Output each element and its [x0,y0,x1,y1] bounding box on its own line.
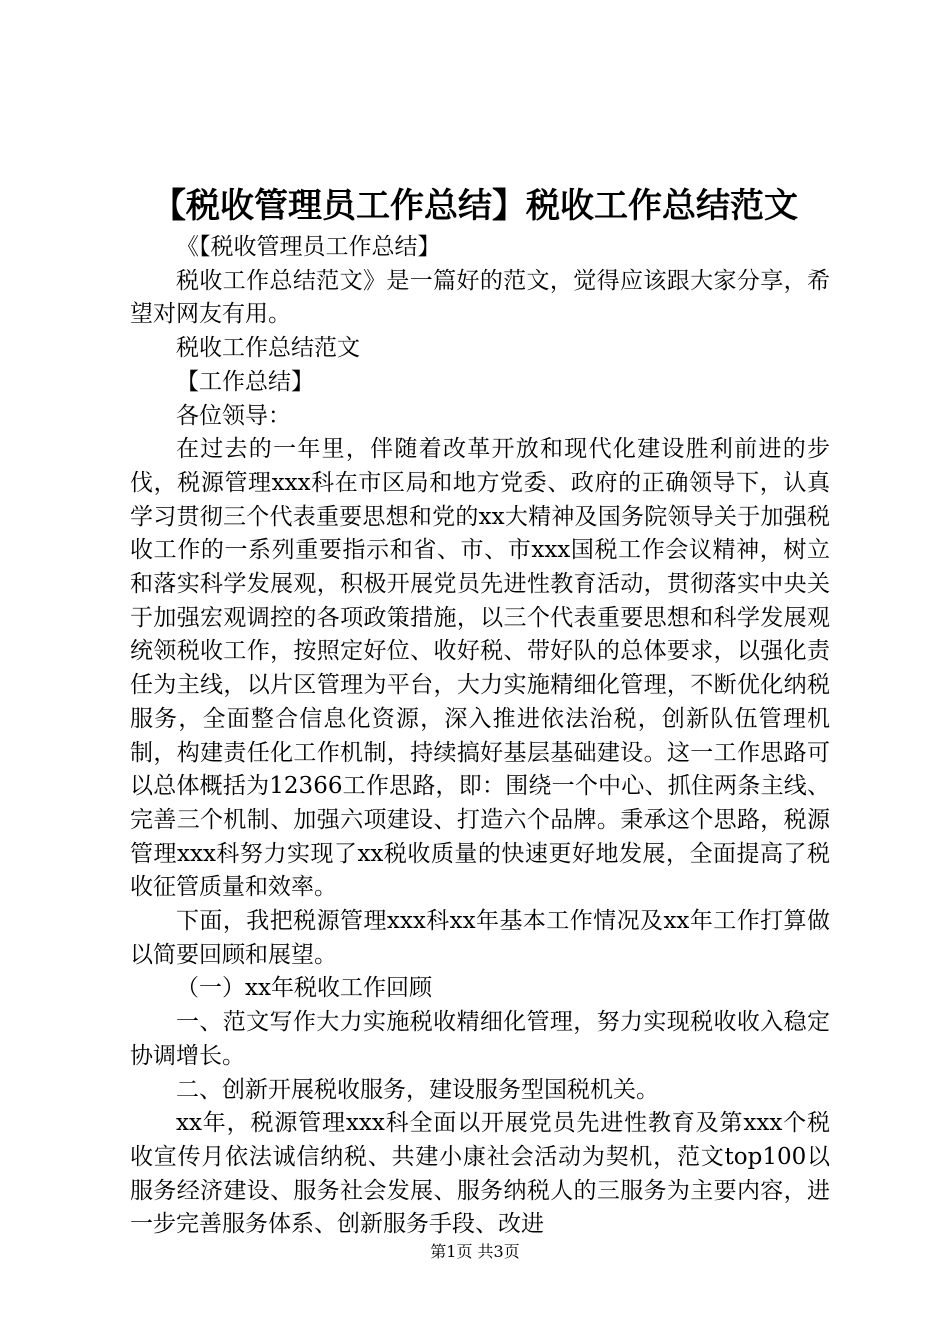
paragraph: 二、创新开展税收服务，建设服务型国税机关。 [176,1076,659,1103]
document-body [130,231,830,1242]
paragraph: 各位领导： [176,402,291,429]
paragraph: 一、范文写作大力实施税收精细化管理，努力实现税收收入稳定协调增长。 [130,1009,830,1069]
paragraph: xx年，税源管理xxx科全面以开展党员先进性教育及第xxx个税收宣传月依法诚信纳税、共建小康社会活动为契机，范文top100以服务经济建设、服务社会发展、服务纳税人的三服务为主要内容，进一步完善服务体系、创新服务手段、改进 [130,1110,830,1238]
paragraph: （一）xx年税收工作回顾 [176,975,432,1002]
paragraph: 下面，我把税源管理xxx科xx年基本工作情况及xx年工作打算做以简要回顾和展望。 [130,908,830,968]
paragraph: 税收工作总结范文》是一篇好的范文，觉得应该跟大家分享，希望对网友有用。 [130,267,830,328]
paragraph: 在过去的一年里，伴随着改革开放和现代化建设胜利前进的步伐，税源管理xxx科在市区局和地方党委、政府的正确领导下，认真学习贯彻三个代表重要思想和党的xx大精神及国务院领导关于加强税收工作的一系列重要指示和省、市、市xxx国税工作会议精神，树立和落实科学发展观，积极开展党员先进性教育活动，贯彻落实中央关于加强宏观调控的各项政策措施，以三个代表重要思想和科学发展观统领税收工作，按照定好位、收好税、带好队的总体要求，以强化责任为主线，以片区管理为平台，大力实施精细化管理，不断优化纳税服务，全面整合信息化资源，深入推进依法治税，创新队伍管理机制，构建责任化工作机制，持续搞好基层基础建设。这一工作思路可以总体概括为12366工作思路，即：围绕一个中心、抓住两条主线、完善三个机制、加强六项建设、打造六个品牌。秉承这个思路，税源管理xxx科努力实现了xx税收质量的快速更好地发展，全面提高了税收征管质量和效率。 [130,436,830,901]
page-footer: 第1页 共3页 [430,1242,520,1261]
paragraph: 《【税收管理员工作总结】 [176,234,441,260]
paragraph: 税收工作总结范文 [176,335,360,362]
paragraph: 【工作总结】 [176,368,314,395]
document-title: 【税收管理员工作总结】税收工作总结范文 [152,186,798,226]
